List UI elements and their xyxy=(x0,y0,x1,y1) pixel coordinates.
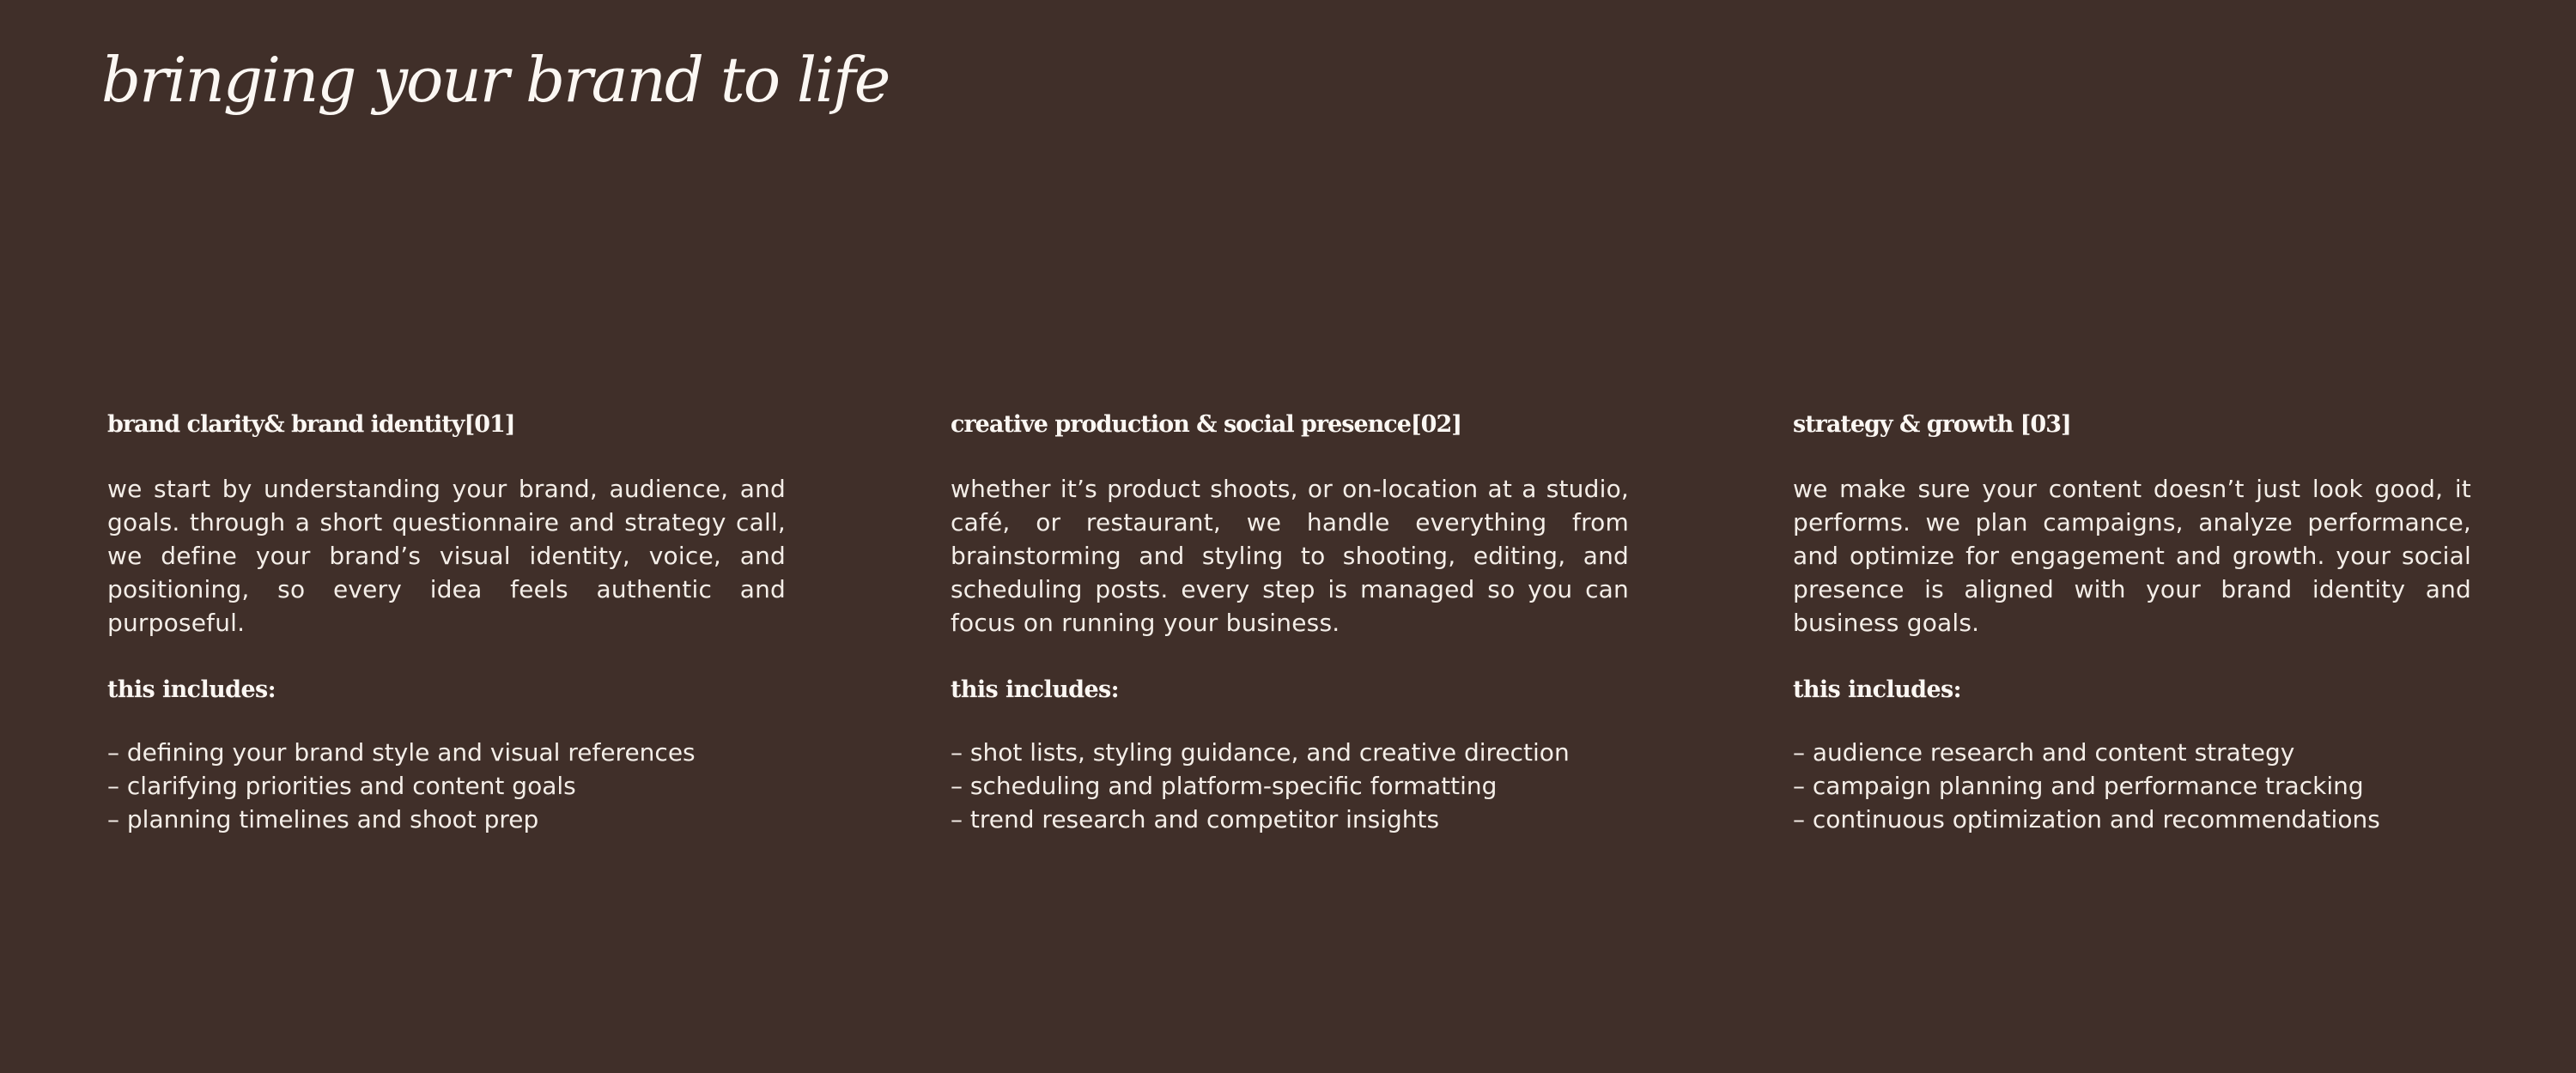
includes-label-strategy-growth: this includes: xyxy=(1793,676,1961,703)
includes-item: – trend research and competitor insights xyxy=(951,805,1440,834)
includes-item: – continuous optimization and recommendations xyxy=(1793,805,2380,834)
includes-item: – audience research and content strategy xyxy=(1793,738,2295,767)
service-description-strategy-growth: we make sure your content doesn’t just look good, it performs. we plan campaigns, analyze performance, and optimize for engagement and growth. your social presence is aligned with your brand identity and business goals. xyxy=(1793,475,2471,637)
includes-item: – shot lists, styling guidance, and creative direction xyxy=(951,738,1570,767)
includes-list-brand-clarity xyxy=(107,736,786,836)
includes-item: – defining your brand style and visual references xyxy=(107,738,696,767)
service-column-strategy-growth xyxy=(1793,410,2471,836)
service-description-creative-production: whether it’s product shoots, or on-location at a studio, café, or restaurant, we handle everything from brainstorming and styling to shooting, editing, and scheduling posts. every step is managed so you can focus on running your business. xyxy=(951,475,1629,637)
page-title: bringing your brand to life xyxy=(101,44,890,116)
includes-item: – scheduling and platform-specific formatting xyxy=(951,772,1498,800)
includes-list-strategy-growth xyxy=(1793,736,2471,836)
includes-list-creative-production xyxy=(951,736,1629,836)
service-column-brand-clarity xyxy=(107,410,786,836)
includes-item: – campaign planning and performance tracking xyxy=(1793,772,2364,800)
service-description-brand-clarity: we start by understanding your brand, audience, and goals. through a short questionnaire and strategy call, we define your brand’s visual identity, voice, and positioning, so every idea feels authentic and purposeful. xyxy=(107,475,786,637)
service-title-brand-clarity: brand clarity& brand identity[01] xyxy=(107,411,515,438)
services-columns xyxy=(107,410,2469,857)
service-column-creative-production xyxy=(951,410,1629,836)
service-title-creative-production: creative production & social presence[02] xyxy=(951,411,1462,438)
includes-item: – clarifying priorities and content goals xyxy=(107,772,576,800)
includes-label-creative-production: this includes: xyxy=(951,676,1119,703)
includes-label-brand-clarity: this includes: xyxy=(107,676,276,703)
service-title-strategy-growth: strategy & growth [03] xyxy=(1793,411,2071,438)
includes-item: – planning timelines and shoot prep xyxy=(107,805,539,834)
